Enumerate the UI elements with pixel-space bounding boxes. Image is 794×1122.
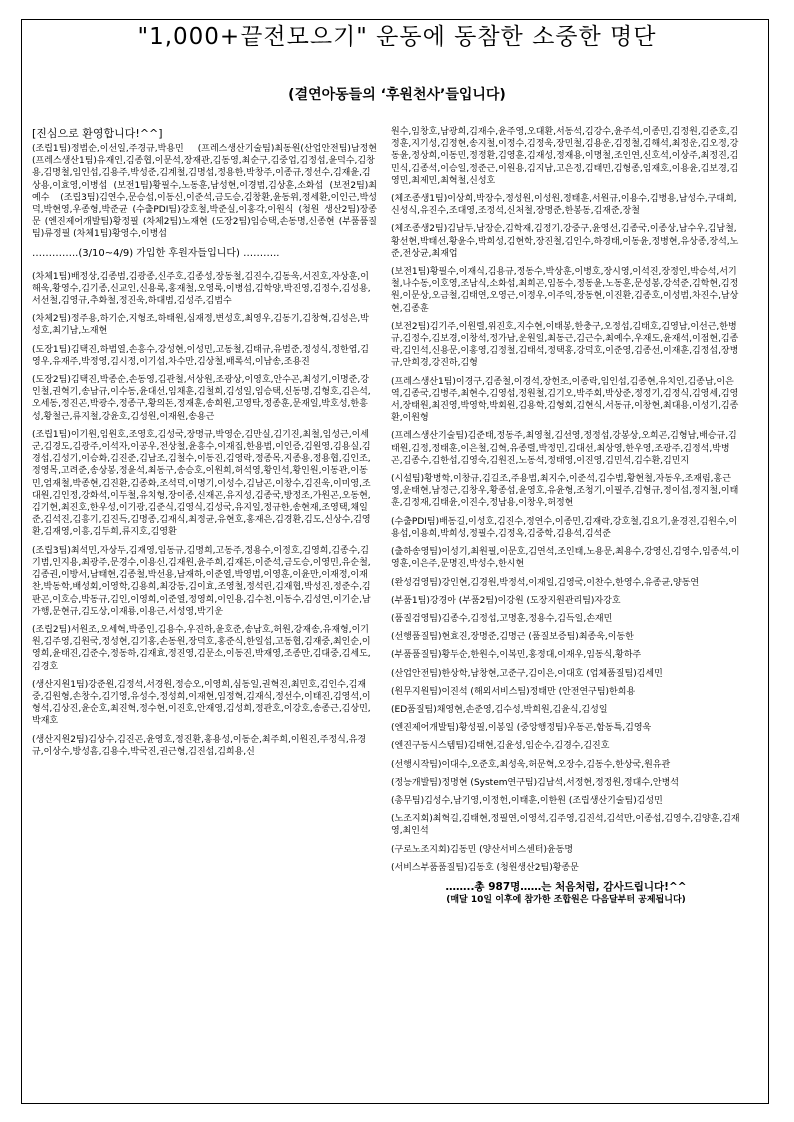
member-group-paragraph: (도장2팀)김택진,박종순,손동영,김관철,서상원,조광상,이영호,안수곤,최성기,이명준,강인철,권혁기,송남규,이수동,윤대선,임채훈,김철희,김성일,임승택,신동명,김형호,김은석,오세동,정진곤,박광수,정종구,황의돈,정재훈,송희원,고영탁,정종훈,문재일,박호성,한흥성,황철근,류지철,강윤호,김성원,이재원,송용근 — [32, 375, 371, 422]
member-group-paragraph: (생산지원1팀)강준원,김정석,서경원,정승오,이영희,심동일,권혁진,최민호,김인수,김재중,김원형,손창수,김기영,유성수,정성희,이재현,임정혁,김재식,정선수,이태진,김영석,이형석,김상진,윤순호,최진혁,정수현,이진호,안재영,김성희,정관호,이강호,송종근,김상민,박재호 — [32, 679, 371, 727]
left-column — [32, 126, 377, 1086]
member-group-paragraph: (서비스부품품질팀)김동호 (청원생산2팀)황종문 — [391, 862, 579, 873]
member-group-paragraph: (구로노조지회)김동민 (양산서비스센터)윤동명 — [391, 844, 574, 855]
member-group-paragraph: (총무팀)김성수,남기영,이정헌,이태훈,이한원 (조립생산기술팀)김성민 — [391, 795, 663, 806]
member-group-paragraph: (출하송영팀)이성기,최원필,이문호,김연석,조인태,노용문,최용수,강영신,김영수,임종석,이영훈,이은주,문명진,박성수,한시현 — [391, 547, 740, 570]
member-group-paragraph: (차체1팀)배정상,김종범,김광종,신주호,김종성,장동철,김진수,김동욱,서진호,자상훈,이해욱,황영수,김기종,신교인,신용록,홍재철,오영록,이병섭,김학양,박진영,김정수,김성용,서선철,김영규,추화철,정진욱,하대범,김성주,김범수 — [32, 271, 371, 307]
right-member-list — [391, 126, 741, 874]
member-group-paragraph: (완성검영팀)강인현,김경원,박정석,이재일,김영국,이찬수,한영수,유종균,양동연 — [391, 577, 700, 588]
member-group-paragraph: (엔진구동시스템팀)김태현,김윤성,임순수,김경수,김진호 — [391, 741, 610, 752]
member-group-paragraph: (선행시작팀)이대수,오준호,최성욱,허문혁,오장수,김동수,한상국,원유관 — [391, 759, 671, 770]
member-group-paragraph: (수출PDI팀)배동길,이성호,김진수,정연수,이종민,김재락,강호철,김요기,윤경진,김원수,이용섭,이용희,박희성,정필수,김정옥,김중학,김용석,김석준 — [391, 516, 738, 539]
page-title: "1,000+끝전모으기" 운동에 동참한 소중한 명단 — [137, 24, 657, 50]
member-group-paragraph: (엔진제어개발팀)황성필,이봉일 (중앙행정팀)우동곤,함동특,김영욱 — [391, 723, 652, 734]
member-group-paragraph: (차체2팀)정주용,하기순,지형조,하태원,심재정,변성호,최영우,김동기,김창혁,김성은,박성호,최기남,노재현 — [32, 314, 369, 337]
page-subtitle: (결연아동들의 ‘후원천사’들입니다) — [288, 87, 506, 103]
member-group-paragraph: (보전2팀)김기주,이원렬,위진호,지수현,이태봉,한충구,오정섭,김태호,김영남,이선근,한병규,김정수,김보경,이창석,정가남,운원일,최동근,김근수,최예수,우재도,윤재석,이점현,김종락,김인석,신용문,이홍영,김정철,김태석,정택홍,강덕호,이준영,김종선,이재훈,김정섭,장병규,안희경,강진하,김형 — [391, 321, 739, 369]
member-group-paragraph: (노조지회)최혁길,김태현,정필연,이영석,김주영,김진석,김석만,이종섭,김영수,김양훈,김재영,최인석 — [391, 814, 740, 837]
member-group-paragraph: (조립3팀)최석민,자상두,김재영,임동규,김명희,고동주,정용수,이정호,김영희,김종수,김기범,인지용,최광주,문경수,이용신,김재원,윤주희,김재돈,이준석,금도승,이영민,유순철,김종권,이방서,남태현,김종철,박선용,남재하,이준열,박영범,이영훈,이윤만,이재정,이재찬,박동학,배성회,이영학,김용희,최강동,김이효,조영철,정석린,김재협,박성진,정준수,김판곤,이호승,박동규,김인,이영희,이준열,정영희,이인용,김수천,이동수,김성연,이기순,남가행,문현규,김도상,이재룡,이용근,서성영,박기운 — [32, 545, 371, 617]
member-group-paragraph: (체조종생2팀)김남두,남장순,김학재,김정기,강중구,윤영선,김종국,이종상,남수우,김남철,황선현,박태선,황윤수,박희성,김현학,장진철,김인수,하경태,이동윤,정병현,유상종,장석,노준,전상균,최재업 — [391, 224, 739, 259]
new-members-paragraph: (조립1팀)정범순,이선일,주경규,박용민 (프레스생산기술팀)최동원(산업안전팀)남정현 (프레스생산1팀)유재인,김종협,이문석,장재관,김동영,최순구,김중업,김정섭,윤덕수,김창용,김명철,임인섭,김용주,박성준,김계철,김명섭,정용한,박창주,이종규,정선수,김재윤,김상용,이효영,이병섭 (보전1팀)황필수,노동훈,남성현,이경범,김상훈,소화섭 (보전2팀)최예수 (조립3팀)김연수,문승섭,이동신,이준석,금도승,김창환,윤동위,정세환,이인근,박성덕,박현영,우종형,박준균 (수출PDI팀)강호철,박준실,이홍각,이원식 (청원 생산2팀)장종문 (엔진제어개발팀)황정필 (차체2팀)노재현 (도장2팀)임승택,손동명,신종현 (부품품질팀)류정필 (차체1팀)황영수,이병섭 — [32, 144, 377, 240]
member-group-paragraph: (프레스생산기술팀)김준태,정동주,최영철,김선영,정정섭,강봉상,오희곤,김형남,배승규,김태원,김정,정태훈,이은철,김혁,유종렬,박정민,김대선,최상영,한우영,조광주,김정석,박병곤,김종수,김한섭,김영숙,김원진,노동석,정태영,이진영,김민석,김수환,김민지 — [391, 431, 737, 466]
member-group-paragraph: (정능개발팀)정명현 (System연구팀)김남석,서정현,정정원,정대수,안병석 — [391, 777, 679, 788]
member-group-paragraph: (조립1팀)이기원,임원호,조영호,김성국,장명규,박영순,김만실,김기진,최철,임성근,이세군,김경도,김광주,이석자,이공우,전상철,윤흥수,이재집,한용범,이인증,김원영,김용실,김경섭,김성기,이승화,김진준,김남조,김철수,이동진,김영락,정종목,지종용,정용협,김인조,정영목,고려준,송상봉,정윤석,최동구,송승호,이원희,허석영,황인석,황인원,이동관,이동민,엄재철,박종현,김진환,김종화,조석덕,이명기,이성수,김남곤,이창수,김진욱,이미영,조대원,김인정,강화석,이두철,유치형,장이종,신재곤,유지성,김종국,방정조,가원곤,오동현,김기현,최진호,한우성,이기광,김준식,김영식,김성국,유지일,정규한,송현재,조영택,채일준,김석진,김흥기,김진득,김명종,김재식,최정균,유현호,홍재은,김경환,김도,신상수,김영환,김재영,이흥,김두희,류지호,김영환 — [32, 429, 371, 538]
welcome-heading: [진심으로 환영합니다!^^] — [32, 127, 163, 140]
left-member-list — [32, 271, 377, 758]
member-group-paragraph: (ED품질팀)채영현,손준영,김수성,박희원,김윤식,김성일 — [391, 704, 608, 715]
total-count: ……..총 987명……는 처음처럼, 감사드립니다!^^ — [445, 880, 687, 893]
period-note: …………..(3/10~4/9) 가입한 후원자들입니다) ……….. — [32, 247, 280, 259]
member-group-paragraph: (부품품질팀)황두순,한원수,이복민,홍정대,이재우,임동식,황하주 — [391, 650, 642, 661]
member-group-paragraph: (시설팀)황병학,이창규,김길조,주용범,최지수,이준석,김수범,황현철,자동우,조재림,홍근영,운태현,남정근,김창우,황종섭,윤영호,유윤형,조청기,이필주,김형규,정이섭,정지철,이태훈,김정재,김태윤,이진수,정남용,이창우,허정현 — [391, 474, 739, 509]
member-group-paragraph: (부품1팀)강경아 (부품2팀)이강원 (도장지원관리팀)자강호 — [391, 595, 621, 606]
member-group-paragraph: (도장1팀)김택진,하범열,손흥수,강성현,이성민,고동철,김태규,유범준,정성식,정한엽,김영우,유재주,박정영,김시정,이기섭,차수만,김상철,배록석,이남송,조용진 — [32, 344, 369, 367]
member-group-paragraph: (원무지원팀)이진석 (해외서비스팀)정태만 (안전연구팀)한희용 — [391, 686, 636, 697]
member-group-paragraph: (생산지원2팀)김상수,김진곤,윤영호,정진환,홍용성,이동순,최주희,이원진,주정식,유경규,이상수,방성흠,김용수,박국진,권근형,김진섭,김희용,신 — [32, 734, 367, 757]
member-group-paragraph: (프레스생산1팀)이경구,김종철,이경석,장헌조,이종락,임인섭,김종현,유치인,김종남,이은역,김종국,김병주,최현수,김영섭,정원철,김기오,박주회,박상준,정정기,김정식,김영세,김영서,장태원,최진영,박영학,박회원,김용학,김형회,김현식,서동규,이창현,최대용,이성기,김종환,이원형 — [391, 376, 739, 424]
deduction-note: (매달 10일 이후에 참가한 조합원은 다음달부터 공제됩니다) — [446, 894, 686, 905]
member-group-paragraph: (품질검영팀)김종수,김정섭,고명훈,정용수,김득일,손재민 — [391, 613, 613, 624]
right-column — [391, 126, 741, 1086]
member-group-paragraph: 원수,임창호,남광희,김재수,윤주영,오대환,서동석,김강수,윤주석,이종민,김정원,김준호,김정훈,지기성,김정현,송지철,이정수,김정욱,장민철,김용운,김정철,김해석,최정운,김오정,강동윤,정상희,이동민,정정환,김영훈,김재성,정재용,이명철,조인연,신호석,이상주,최정진,김민식,김종석,이승일,정준근,이원용,김지남,고은정,김태민,김형종,임재호,이용윤,김보경,김영민,최제민,최혁철,신성호 — [391, 127, 739, 186]
member-group-paragraph: (체조종생1팀)이상희,박장수,정성원,이성원,정태훈,서원규,이용수,김병용,남성수,구대희,신성식,유진수,조대영,조정석,신처철,장명준,한봉동,김재준,장철 — [391, 194, 737, 217]
member-group-paragraph: (선행품질팀)현효진,장명준,김명근 (품질보증팀)최종욱,이동한 — [391, 632, 634, 643]
member-group-paragraph: (보전1팀)황필수,이재식,김용규,정동수,박상훈,이병호,장시영,이석진,장정인,박승석,서기철,나수동,이호영,조남식,소화섭,최희곤,임동수,정동윤,노동훈,문성봉,강석준,김학현,김정원,이문상,오금철,김태연,오영근,이정우,이주익,장동현,이진환,김종호,이성범,차진수,남상현,김종훈 — [391, 267, 739, 314]
member-group-paragraph: (조립2팀)서원조,오세혁,박종인,김용수,우진하,윤호준,송남호,허원,강재송,유재형,이기원,김주영,김원국,정성현,김기홍,손동원,장덕호,홍준식,한일섭,고동협,김재중,최인순,이영희,윤태진,김준수,정동하,김재효,정진영,김문소,이동진,박재영,조종만,김대중,김세도,김경호 — [32, 624, 371, 672]
member-group-paragraph: (산업안전팀)한상학,남창현,고준구,김이은,이대호 (업체품질팀)김세민 — [391, 668, 663, 679]
